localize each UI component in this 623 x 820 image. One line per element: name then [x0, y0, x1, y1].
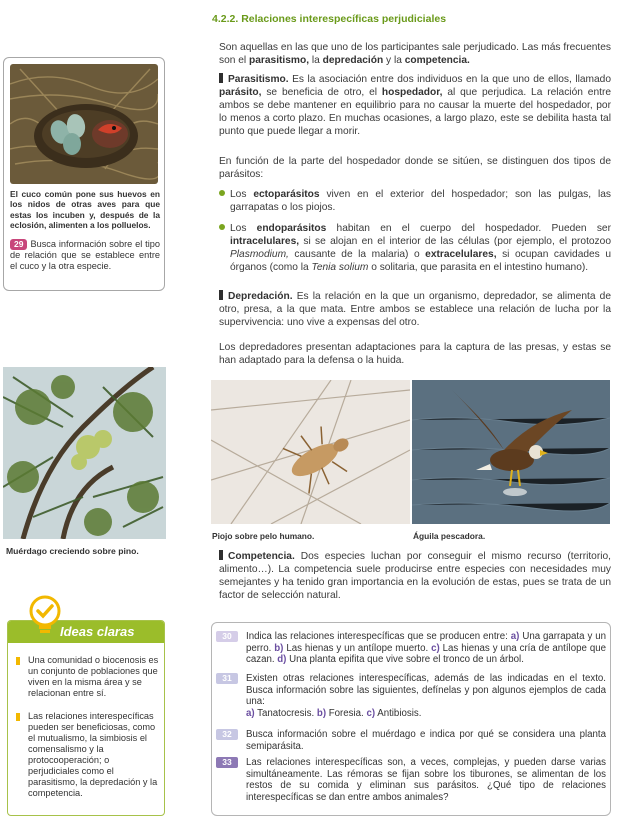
section-square-icon [219, 73, 223, 83]
ideas-claras-item: Una comunidad o biocenosis es un conjunto de poblaciones que viven en la misma área y se relacionan entre sí. [16, 655, 160, 699]
intro-paragraph: Son aquellas en las que uno de los participantes sale perjudicado. Las más frecuentes son el parasitismo, la depredación y la competencia. [219, 42, 611, 66]
ideas-claras-item: Las relaciones interespecíficas pueden ser beneficiosas, como el mutualismo, la simbiosis el comensalismo y la protocooperación; o perjudiciales como el parasitismo, la depredación y la competencia. [16, 711, 160, 799]
louse-caption: Piojo sobre pelo humano. [212, 531, 315, 541]
section-square-icon [16, 713, 20, 721]
ideas-claras-title: Ideas claras [60, 624, 135, 639]
competition-paragraph: Competencia. Dos especies luchan por conseguir el mismo recurso (territorio, alimento…). La competencia suele producirse entre especies con necesidades muy semejantes y ha tenido gran importancia en la evolución de estas, pues se trata de un factor de selección natural. [219, 551, 611, 601]
green-dot-icon [219, 224, 225, 230]
lightbulb-check-icon [28, 595, 62, 641]
activity-29-text: Busca información sobre el tipo de relación que se establece entre el cuco y la otra especie. [10, 239, 160, 271]
activity-number: 32 [216, 729, 238, 740]
activity-number: 30 [216, 631, 238, 642]
mistletoe-photo [3, 367, 166, 539]
section-square-icon [16, 657, 20, 665]
activity-31: 31 Existen otras relaciones interespecíficas, además de las indicadas en el texto. Busca información sobre las siguientes, defínelas y pon algunos ejemplos de cada una: a) Tanatocresis. b) Foresia. c) Antibiosis. [216, 673, 606, 719]
activity-number: 33 [216, 757, 238, 768]
eagle-caption: Águila pescadora. [413, 531, 486, 541]
ectoparasites-bullet: Los ectoparásitos viven en el exterior del hospedador; son las pulgas, las garrapatas o los piojos. [219, 188, 611, 214]
section-square-icon [219, 550, 223, 560]
cuckoo-nest-photo [10, 64, 158, 184]
activity-32: 32 Busca información sobre el muérdago e indica por qué se considera una planta semiparásita. [216, 729, 606, 752]
cuckoo-caption: El cuco común pone sus huevos en los nidos de otras aves para que estas los incuben y, después de la eclosión, alimenten a los polluelos. [10, 189, 160, 230]
green-dot-icon [219, 190, 225, 196]
eagle-photo [412, 380, 610, 524]
parasitism-paragraph: Parasitismo. Es la asociación entre dos individuos en la que uno de ellos, llamado parásito, se beneficia de otro, el hospedador, al que perjudica. La relación entre ambos se debe mantener en equilibrio para no causar la muerte del hospedador, por lo menos a corto plazo. En muchas ocasiones, a largo plazo, este se debilita hasta tal punto que puede llegar a morir. [219, 74, 611, 137]
activities-box [211, 622, 611, 816]
mistletoe-caption: Muérdago creciendo sobre pino. [6, 546, 139, 556]
activity-number: 31 [216, 673, 238, 684]
activity-33: 33 Las relaciones interespecíficas son, a veces, complejas, y pueden darse varias simultáneamente. Las rémoras se fijan sobre los tiburones, se alimentan de los restos de su comida y eliminan sus parásitos. ¿Qué tipo de relaciones interespecíficas se dan entre ambos animales? [216, 757, 606, 803]
predation-paragraph: Depredación. Es la relación en la que un organismo, depredador, se alimenta de otro, presa, a la que mata. Entre ambos se establece una relación de lucha por la supervivencia: uno vive a expensas del otro. [219, 291, 611, 328]
competition-heading: Competencia. [228, 551, 295, 562]
cuckoo-infobox [3, 57, 165, 291]
section-title: 4.2.2. Relaciones interespecíficas perjudiciales [212, 13, 447, 25]
parasitism-heading: Parasitismo. [228, 74, 289, 85]
predation-heading: Depredación. [228, 291, 293, 302]
activity-30: 30 Indica las relaciones interespecíficas que se producen entre: a) Una garrapata y un perro. b) Las hienas y un antílope muerto. c) Las hienas y una cría de antílope que cazan. d) Una planta epifita que vive sobre el tronco de un árbol. [216, 631, 606, 666]
section-square-icon [219, 290, 223, 300]
louse-photo [211, 380, 410, 524]
parasite-types-intro: En función de la parte del hospedador donde se sitúen, se distinguen dos tipos de parásitos: [219, 156, 611, 180]
predation-adaptations: Los depredadores presentan adaptaciones para la captura de las presas, y estas se han adaptado para la defensa o la huida. [219, 342, 611, 366]
activity-29 [10, 239, 160, 272]
ideas-claras-box [7, 620, 165, 816]
activity-29-number: 29 [10, 239, 27, 250]
endoparasites-bullet: Los endoparásitos habitan en el cuerpo del hospedador. Pueden ser intracelulares, si se alojan en el interior de las células (por ejemplo, el protozoo Plasmodium, causante de la malaria) o extracelulares, si ocupan cavidades u órganos (como la Tenia solium o solitaria, que parasita en el intestino humano). [219, 222, 611, 274]
